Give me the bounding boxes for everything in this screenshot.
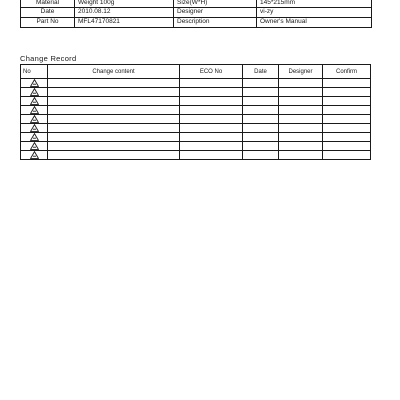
info-label: Date xyxy=(21,7,75,17)
info-value: MFL47170821 xyxy=(75,17,174,27)
table-cell xyxy=(48,115,180,124)
info-value: 2010.08.12 xyxy=(75,7,174,17)
table-row xyxy=(21,142,371,151)
revision-triangle-icon xyxy=(30,97,39,105)
table-cell xyxy=(279,142,323,151)
info-row-part-no xyxy=(21,17,372,27)
table-cell xyxy=(243,124,279,133)
revision-triangle-icon xyxy=(30,106,39,114)
table-row xyxy=(21,151,371,160)
table-cell xyxy=(180,88,243,97)
revision-triangle-icon xyxy=(30,142,39,150)
info-label: Description xyxy=(174,17,257,27)
revision-triangle-icon xyxy=(30,88,39,96)
table-cell xyxy=(48,142,180,151)
table-cell xyxy=(279,97,323,106)
table-row xyxy=(21,133,371,142)
table-cell xyxy=(243,151,279,160)
table-cell xyxy=(323,88,371,97)
table-cell xyxy=(243,88,279,97)
table-cell xyxy=(323,115,371,124)
column-header-confirm: Confirm xyxy=(323,65,371,79)
table-row xyxy=(21,124,371,133)
table-cell xyxy=(180,97,243,106)
change-record-body xyxy=(21,79,371,160)
info-value: Weight 100g xyxy=(75,0,174,7)
info-value: Owner's Manual xyxy=(257,17,372,27)
change-record-table xyxy=(20,64,371,160)
revision-triangle-icon xyxy=(30,124,39,132)
table-cell xyxy=(279,106,323,115)
table-row xyxy=(21,97,371,106)
table-cell xyxy=(180,142,243,151)
column-header-no: No xyxy=(21,65,48,79)
revision-cell xyxy=(21,142,48,151)
revision-cell xyxy=(21,79,48,88)
table-cell xyxy=(180,115,243,124)
revision-cell xyxy=(21,88,48,97)
table-cell xyxy=(323,151,371,160)
table-row xyxy=(21,106,371,115)
table-row xyxy=(21,88,371,97)
table-cell xyxy=(323,79,371,88)
revision-cell xyxy=(21,124,48,133)
column-header-change-content: Change content xyxy=(48,65,180,79)
info-label: Part No xyxy=(21,17,75,27)
info-label: Size(W*H) xyxy=(174,0,257,7)
table-cell xyxy=(48,88,180,97)
column-header-eco-no: ECO No xyxy=(180,65,243,79)
table-cell xyxy=(243,106,279,115)
column-header-date: Date xyxy=(243,65,279,79)
revision-cell xyxy=(21,106,48,115)
revision-cell xyxy=(21,133,48,142)
table-cell xyxy=(323,106,371,115)
table-cell xyxy=(48,151,180,160)
document-info-table xyxy=(20,0,372,28)
table-cell xyxy=(48,133,180,142)
column-header-designer: Designer xyxy=(279,65,323,79)
change-record-header xyxy=(21,65,371,79)
info-row-date xyxy=(21,7,372,17)
table-cell xyxy=(48,97,180,106)
table-cell xyxy=(279,79,323,88)
change-record-title: Change Record xyxy=(20,54,77,63)
table-cell xyxy=(180,79,243,88)
table-cell xyxy=(279,124,323,133)
table-cell xyxy=(323,133,371,142)
info-value: vi-zy xyxy=(257,7,372,17)
table-cell xyxy=(279,151,323,160)
revision-cell xyxy=(21,151,48,160)
table-cell xyxy=(279,115,323,124)
revision-triangle-icon xyxy=(30,115,39,123)
info-label: Designer xyxy=(174,7,257,17)
table-cell xyxy=(180,151,243,160)
table-cell xyxy=(243,142,279,151)
revision-triangle-icon xyxy=(30,151,39,159)
table-cell xyxy=(279,88,323,97)
table-cell xyxy=(48,79,180,88)
table-cell xyxy=(323,124,371,133)
table-cell xyxy=(48,124,180,133)
table-cell xyxy=(48,106,180,115)
info-row-material xyxy=(21,0,372,7)
revision-cell xyxy=(21,97,48,106)
table-cell xyxy=(243,133,279,142)
table-cell xyxy=(180,106,243,115)
info-value: 145*215mm xyxy=(257,0,372,7)
table-cell xyxy=(180,133,243,142)
table-cell xyxy=(243,97,279,106)
table-cell xyxy=(243,79,279,88)
table-cell xyxy=(323,142,371,151)
revision-triangle-icon xyxy=(30,133,39,141)
table-cell xyxy=(180,124,243,133)
table-cell xyxy=(243,115,279,124)
revision-triangle-icon xyxy=(30,79,39,87)
table-row xyxy=(21,79,371,88)
info-label: Material xyxy=(21,0,75,7)
revision-cell xyxy=(21,115,48,124)
table-cell xyxy=(323,97,371,106)
table-cell xyxy=(279,133,323,142)
table-row xyxy=(21,115,371,124)
